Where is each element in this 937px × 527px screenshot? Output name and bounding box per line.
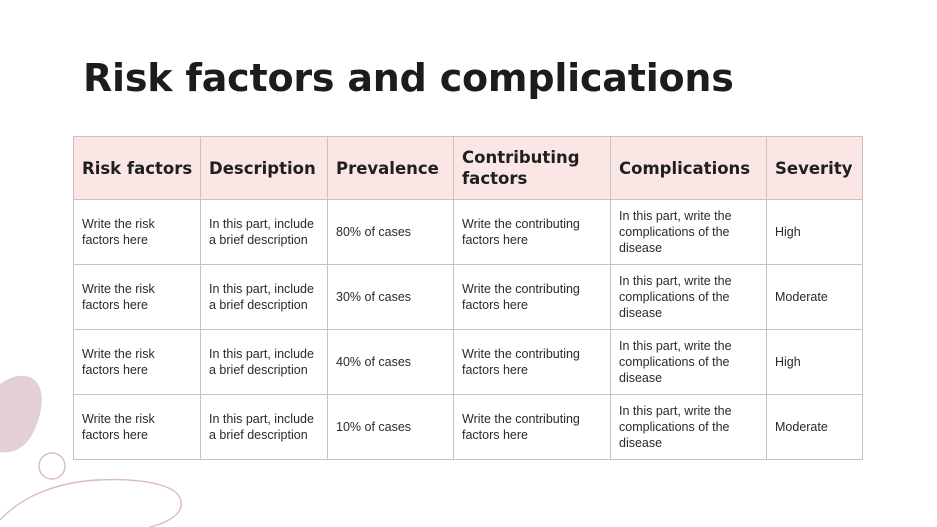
cell-description: In this part, include a brief description xyxy=(201,330,328,395)
cell-contributing-factors: Write the contributing factors here xyxy=(454,265,611,330)
table-row xyxy=(74,330,863,395)
cell-risk-factors: Write the risk factors here xyxy=(74,200,201,265)
table-row xyxy=(74,265,863,330)
page-title: Risk factors and complications xyxy=(83,56,734,100)
risk-factors-table xyxy=(73,136,863,460)
header-description: Description xyxy=(201,137,328,200)
cell-contributing-factors: Write the contributing factors here xyxy=(454,395,611,460)
cell-severity: High xyxy=(767,200,863,265)
cell-description: In this part, include a brief description xyxy=(201,395,328,460)
cell-severity: High xyxy=(767,330,863,395)
cell-description: In this part, include a brief description xyxy=(201,200,328,265)
header-severity: Severity xyxy=(767,137,863,200)
header-contributing-factors: Contributing factors xyxy=(454,137,611,200)
cell-risk-factors: Write the risk factors here xyxy=(74,330,201,395)
decorative-blob-filled xyxy=(0,376,42,453)
cell-prevalence: 30% of cases xyxy=(328,265,454,330)
cell-complications: In this part, write the complications of the disease xyxy=(611,395,767,460)
cell-contributing-factors: Write the contributing factors here xyxy=(454,330,611,395)
cell-complications: In this part, write the complications of the disease xyxy=(611,330,767,395)
cell-severity: Moderate xyxy=(767,265,863,330)
cell-prevalence: 10% of cases xyxy=(328,395,454,460)
cell-complications: In this part, write the complications of the disease xyxy=(611,265,767,330)
cell-risk-factors: Write the risk factors here xyxy=(74,395,201,460)
cell-prevalence: 80% of cases xyxy=(328,200,454,265)
header-prevalence: Prevalence xyxy=(328,137,454,200)
table-row xyxy=(74,200,863,265)
table-row xyxy=(74,395,863,460)
table-header-row xyxy=(74,137,863,200)
cell-severity: Moderate xyxy=(767,395,863,460)
cell-complications: In this part, write the complications of the disease xyxy=(611,200,767,265)
decorative-ring xyxy=(39,453,65,479)
cell-risk-factors: Write the risk factors here xyxy=(74,265,201,330)
header-complications: Complications xyxy=(611,137,767,200)
decorative-blob-outline xyxy=(0,480,181,527)
header-risk-factors: Risk factors xyxy=(74,137,201,200)
cell-contributing-factors: Write the contributing factors here xyxy=(454,200,611,265)
cell-prevalence: 40% of cases xyxy=(328,330,454,395)
cell-description: In this part, include a brief description xyxy=(201,265,328,330)
